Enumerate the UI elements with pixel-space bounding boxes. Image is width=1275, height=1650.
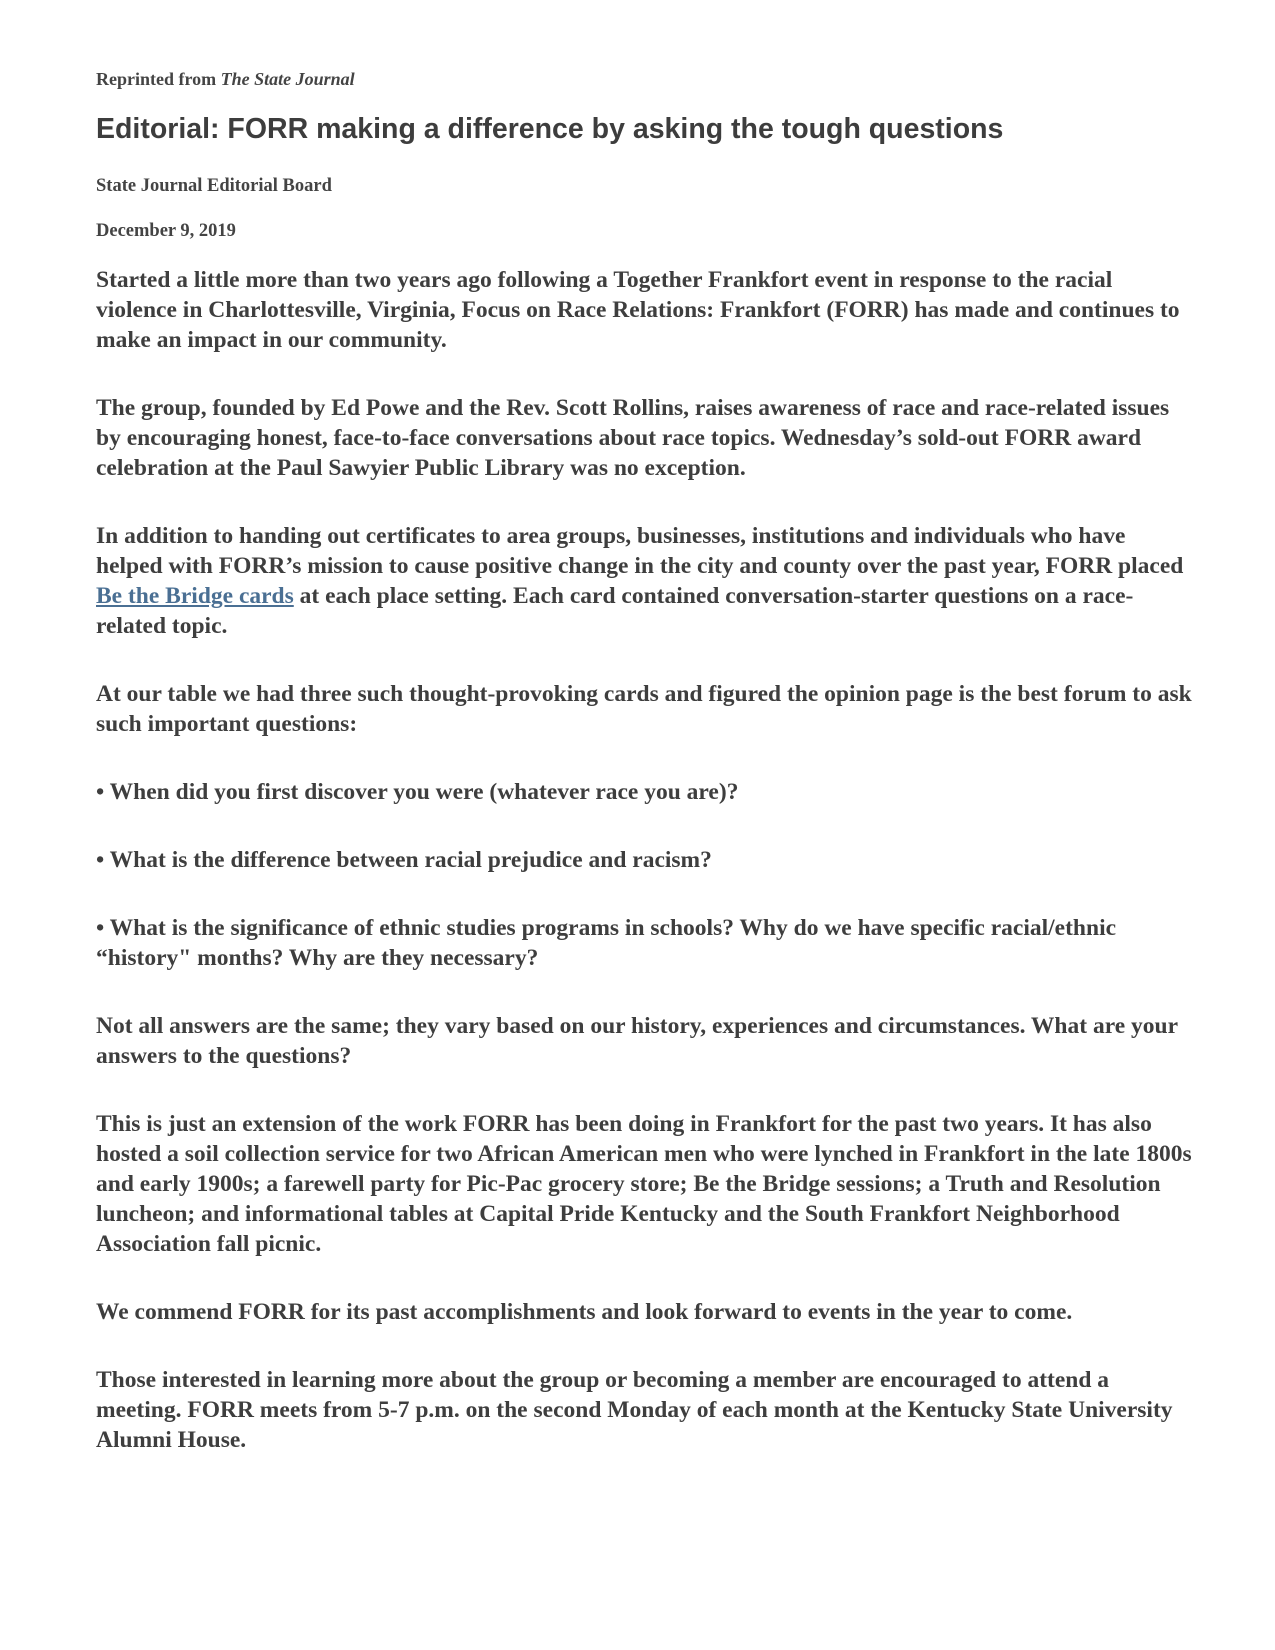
paragraph-founders: The group, founded by Ed Powe and the Rev. Scott Rollins, raises awareness of race and race-related issues by encouraging honest, face-to-face conversations about race topics. Wednesday’s sold-out FORR award celebration at the Paul Sawyier Public Library was no exception. bbox=[96, 395, 1170, 481]
paragraph-meetings: Those interested in learning more about the group or becoming a member are encouraged to attend a meeting. FORR meets from 5-7 p.m. on the second Monday of each month at the Kentucky State University Alumni House. bbox=[96, 1367, 1173, 1453]
byline: State Journal Editorial Board bbox=[96, 176, 332, 196]
paragraph-cards: At our table we had three such thought-provoking cards and figured the opinion page is the best forum to ask such important questions: bbox=[96, 681, 1192, 737]
paragraph-answers: Not all answers are the same; they vary based on our history, experiences and circumstances. What are your answers to the questions? bbox=[96, 1013, 1178, 1069]
headline: Editorial: FORR making a difference by asking the tough questions bbox=[96, 113, 1004, 145]
dateline: December 9, 2019 bbox=[96, 221, 236, 241]
document-page bbox=[96, 66, 1196, 1493]
question-3: • What is the significance of ethnic studies programs in schools? Why do we have specific racial/ethnic “history" months? Why are they necessary? bbox=[96, 915, 1117, 971]
question-2: • What is the difference between racial prejudice and racism? bbox=[96, 847, 712, 873]
reprint-line bbox=[96, 66, 1196, 92]
reprint-prefix: Reprinted from bbox=[96, 69, 217, 89]
article-body bbox=[96, 265, 1196, 1455]
paragraph-certificates-text-1: In addition to handing out certificates to area groups, businesses, institutions and individuals who have helped with FORR’s mission to cause positive change in the city and county over the past year, FORR placed bbox=[96, 523, 1184, 579]
paragraph-certificates bbox=[96, 521, 1196, 641]
question-1: • When did you first discover you were (whatever race you are)? bbox=[96, 779, 739, 805]
paragraph-intro: Started a little more than two years ago following a Together Frankfort event in response to the racial violence in Charlottesville, Virginia, Focus on Race Relations: Frankfort (FORR) has made and continues to make an impact in our community. bbox=[96, 267, 1180, 353]
paragraph-certificates-text-2: at each place setting. Each card contained conversation-starter questions on a race-related topic. bbox=[96, 583, 1134, 639]
paragraph-commend: We commend FORR for its past accomplishments and look forward to events in the year to come. bbox=[96, 1299, 1073, 1325]
paragraph-work: This is just an extension of the work FORR has been doing in Frankfort for the past two years. It has also hosted a soil collection service for two African American men who were lynched in Frankfort in the late 1800s and early 1900s; a farewell party for Pic-Pac grocery store; Be the Bridge sessions; a Truth and Resolution luncheon; and informational tables at Capital Pride Kentucky and the South Frankfort Neighborhood Association fall picnic. bbox=[96, 1111, 1192, 1257]
publication-name: The State Journal bbox=[220, 69, 355, 89]
be-the-bridge-link[interactable]: Be the Bridge cards bbox=[96, 583, 294, 609]
